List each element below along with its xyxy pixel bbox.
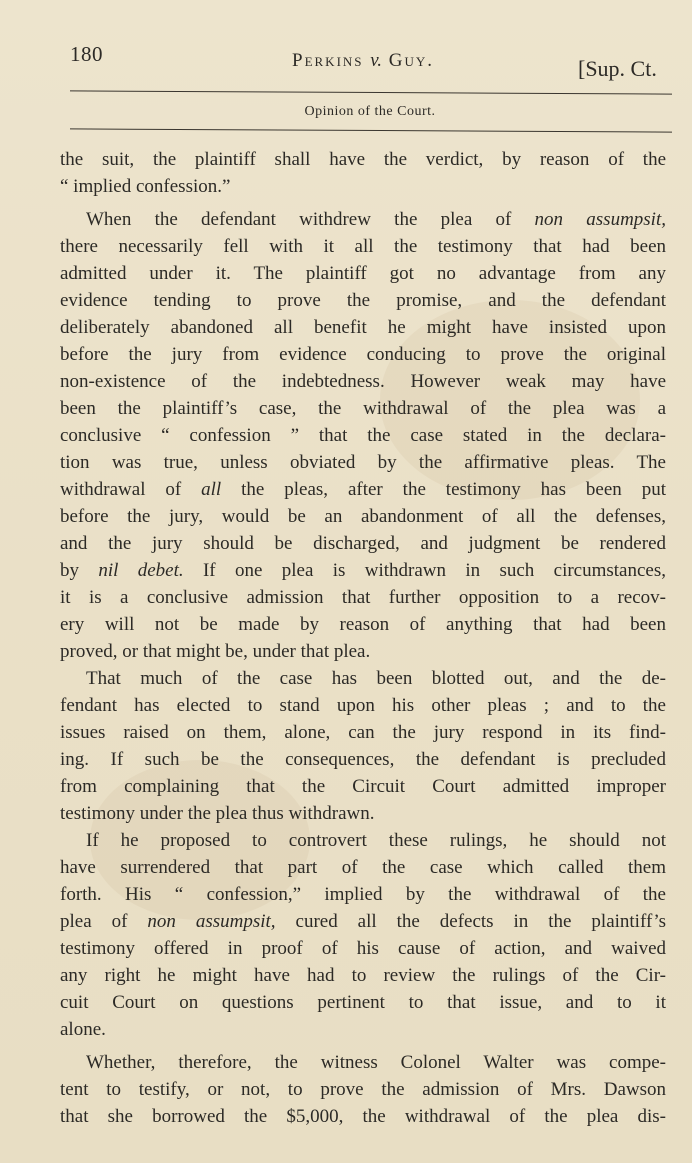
text-segment: ing. If such be the consequences, the defendant is precluded [60, 749, 666, 770]
text-segment: If one plea is withdrawn in such circumstances, [183, 560, 667, 581]
text-segment: deliberately abandoned all benefit he might have insisted upon [60, 317, 666, 338]
text-segment: “ implied confession.” [60, 176, 231, 197]
text-line [60, 638, 666, 665]
text-line [60, 827, 666, 854]
text-line [60, 476, 666, 503]
text-segment: forth. His “ confession,” implied by the withdrawal of the [60, 884, 666, 905]
text-segment: before the jury from evidence conducing to prove the original [60, 344, 666, 365]
header-rule-top [70, 90, 672, 94]
running-title [292, 50, 434, 72]
text-line [60, 233, 666, 260]
text-line [60, 449, 666, 476]
text-line [60, 314, 666, 341]
text-line [60, 854, 666, 881]
opinion-body-text [60, 146, 666, 1130]
text-segment: proved, or that might be, under that plea. [60, 641, 371, 662]
text-segment: withdrawal of [60, 479, 202, 500]
text-segment: by [60, 560, 99, 581]
italic-term: all [201, 479, 222, 500]
text-line [60, 422, 666, 449]
text-line [60, 368, 666, 395]
text-segment: cuit Court on questions pertinent to that issue, and to it [60, 992, 666, 1013]
text-line [60, 584, 666, 611]
text-line [60, 1016, 666, 1043]
text-segment: any right he might have had to review the rulings of the Cir- [60, 965, 666, 986]
text-segment: If he proposed to controvert these rulings, he should not [86, 830, 666, 851]
text-segment: When the defendant withdrew the plea of [86, 209, 535, 230]
text-segment: that she borrowed the $5,000, the withdrawal of the plea dis- [60, 1106, 666, 1127]
text-line [60, 881, 666, 908]
text-line [60, 935, 666, 962]
text-segment: evidence tending to prove the promise, and the defendant [60, 290, 666, 311]
text-line [60, 719, 666, 746]
text-segment: from complaining that the Circuit Court admitted improper [60, 776, 666, 797]
text-segment: plea of [60, 911, 148, 932]
text-segment: been the plaintiff’s case, the withdrawal of the plea was a [60, 398, 666, 419]
text-segment: issues raised on them, alone, can the jury respond in its find- [60, 722, 666, 743]
text-line [60, 530, 666, 557]
running-title-party-b: Guy. [388, 50, 435, 71]
text-segment: it is a conclusive admission that further opposition to a recov- [60, 587, 666, 608]
text-segment: testimony under the plea thus withdrawn. [60, 803, 375, 824]
running-title-party-a: Perkins [292, 50, 364, 71]
text-line [60, 1076, 666, 1103]
italic-term: non assumpsit, [534, 209, 666, 230]
court-mark: [Sup. Ct. [578, 56, 657, 81]
text-segment: cured all the defects in the plaintiff’s [275, 911, 666, 932]
text-segment: fendant has elected to stand upon his other pleas ; and to the [60, 695, 666, 716]
text-segment: and the jury should be discharged, and judgment be rendered [60, 533, 666, 554]
text-line [60, 557, 666, 584]
italic-term: non assumpsit, [147, 911, 276, 932]
text-segment: That much of the case has been blotted out, and the de- [86, 668, 666, 689]
header-rule-bottom [70, 128, 672, 132]
text-line [60, 1103, 666, 1130]
italic-term: nil debet. [98, 560, 184, 581]
text-line [60, 395, 666, 422]
text-line [60, 260, 666, 287]
text-segment: testimony offered in proof of his cause of action, and waived [60, 938, 666, 959]
text-segment: have surrendered that part of the case which called them [60, 857, 666, 878]
text-segment: alone. [60, 1019, 106, 1040]
text-line [60, 773, 666, 800]
text-line [60, 692, 666, 719]
text-line [60, 800, 666, 827]
text-line [60, 665, 666, 692]
text-segment: ery will not be made by reason of anything that had been [60, 614, 666, 635]
text-line [60, 908, 666, 935]
text-segment: tent to testify, or not, to prove the admission of Mrs. Dawson [60, 1079, 666, 1100]
text-line [60, 173, 666, 200]
text-segment: there necessarily fell with it all the testimony that had been [60, 236, 666, 257]
text-line [60, 989, 666, 1016]
text-segment: Whether, therefore, the witness Colonel Walter was compe- [86, 1052, 666, 1073]
section-heading: Opinion of the Court. [304, 104, 436, 119]
text-line [60, 503, 666, 530]
text-line [60, 206, 666, 233]
running-title-versus: v. [370, 50, 383, 71]
text-segment: non-existence of the indebtedness. However weak may have [60, 371, 666, 392]
text-segment: the pleas, after the testimony has been put [221, 479, 666, 500]
text-line [60, 341, 666, 368]
text-segment: conclusive “ confession ” that the case stated in the declara- [60, 425, 666, 446]
text-segment: admitted under it. The plaintiff got no advantage from any [60, 263, 666, 284]
text-segment: the suit, the plaintiff shall have the verdict, by reason of the [60, 149, 666, 170]
text-segment: tion was true, unless obviated by the affirmative pleas. The [60, 452, 666, 473]
text-segment: before the jury, would be an abandonment of all the defenses, [60, 506, 666, 527]
text-line [60, 746, 666, 773]
text-line [60, 962, 666, 989]
text-line [60, 287, 666, 314]
text-line [60, 146, 666, 173]
page-number: 180 [70, 42, 103, 66]
text-line [60, 1049, 666, 1076]
text-line [60, 611, 666, 638]
